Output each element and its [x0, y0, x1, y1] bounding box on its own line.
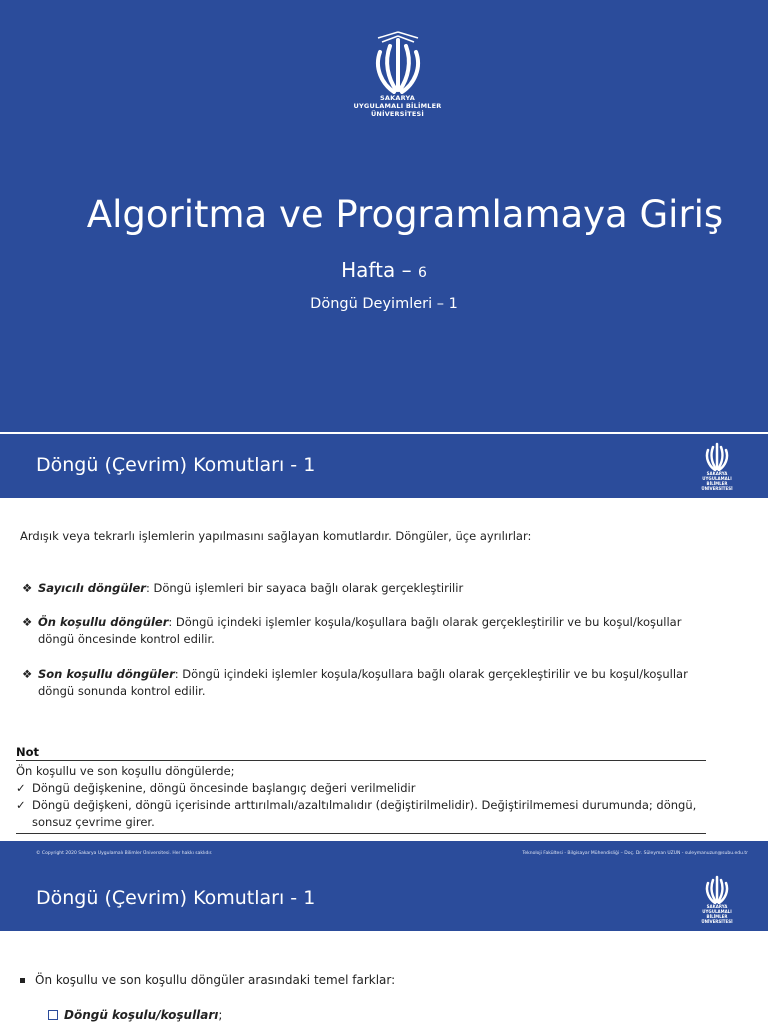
content-slide-2	[0, 867, 768, 1024]
bullet-continuation: döngü sonunda kontrol edilir.	[38, 684, 206, 698]
header-logo	[692, 439, 742, 491]
bullet-text: Ön koşullu ve son koşullu döngüler arasındaki temel farklar:	[35, 973, 396, 987]
slide-title: Döngü (Çevrim) Komutları - 1	[36, 454, 316, 476]
logo-line-1: SAKARYA	[380, 94, 415, 102]
bullet-term: Son koşullu döngüler	[38, 667, 175, 681]
week-number: 6	[417, 265, 427, 281]
presentation-subtitle: Döngü Deyimleri – 1	[310, 296, 458, 312]
note-item-text: Döngü değişkeni, döngü içerisinde arttırılmalı/azaltılmalıdır (değiştirilmelidir). Değiştirilmemesi durumunda; döngü,	[32, 798, 697, 812]
bullet-continuation: döngü öncesinde kontrol edilir.	[38, 632, 215, 646]
tulip-logo-icon	[702, 872, 732, 904]
diamond-bullet-icon: ❖	[22, 581, 33, 595]
slide-title: Döngü (Çevrim) Komutları - 1	[36, 887, 316, 909]
bullet-term: Ön koşullu döngüler	[38, 615, 169, 629]
week-text: Hafta –	[341, 258, 412, 282]
intro-text: Ardışık veya tekrarlı işlemlerin yapılmasını sağlayan komutlardır. Döngüler, üçe ayrılırlar:	[20, 529, 532, 543]
content-slide-1	[0, 434, 768, 867]
logo-line-1: SAKARYA	[706, 904, 728, 909]
copyright-text: © Copyright 2020 Sakarya Uygulamalı Bilimler Üniversitesi. Her hakkı saklıdır.	[36, 851, 213, 856]
note-divider-top	[16, 760, 706, 761]
square-bullet-icon	[20, 978, 25, 983]
bullet-term: Sayıcılı döngüler	[38, 581, 146, 595]
note-title: Not	[16, 745, 40, 759]
note-divider-bottom	[16, 833, 706, 834]
bullet-text: : Döngü içindeki işlemler koşula/koşullara bağlı olarak gerçekleştirilir ve bu koşul/koşullar	[174, 667, 688, 681]
note-item	[16, 797, 728, 831]
logo-line-2: UYGULAMALI BİLİMLER	[353, 102, 442, 110]
university-logo	[350, 30, 445, 118]
sub-item-term: Döngü koşulu/koşulları	[64, 1008, 219, 1022]
checkbox-bullet-icon	[48, 1010, 58, 1020]
title-slide	[0, 0, 768, 432]
author-text: Teknoloji Fakültesi - Bilgisayar Mühendisliği – Doç. Dr. Süleyman UZUN - suleymanuzun@subu.edu.tr	[522, 851, 748, 856]
slide-header	[0, 434, 768, 498]
list-item	[22, 666, 722, 700]
sub-list-item	[48, 1008, 222, 1022]
logo-line-3: ÜNİVERSİTESİ	[370, 110, 425, 118]
sub-item-suffix: ;	[218, 1008, 223, 1022]
slide-footer	[0, 841, 768, 867]
logo-line-3: ÜNİVERSİTESİ	[701, 919, 733, 924]
note-item-continuation: sonsuz çevrime girer.	[32, 815, 155, 829]
diamond-bullet-icon: ❖	[22, 615, 33, 629]
list-item	[22, 580, 722, 597]
presentation-title: Algoritma ve Programlamaya Giriş	[86, 193, 724, 236]
checkmark-icon: ✓	[16, 798, 26, 812]
bullet-text: : Döngü içindeki işlemler koşula/koşullara bağlı olarak gerçekleştirilir ve bu koşul/koşullar	[168, 615, 682, 629]
logo-line-1: SAKARYA	[706, 471, 728, 476]
list-item	[20, 973, 395, 987]
week-label	[0, 258, 768, 282]
bullet-text: : Döngü işlemleri bir sayaca bağlı olarak gerçekleştirilir	[145, 581, 464, 595]
diamond-bullet-icon: ❖	[22, 667, 33, 681]
slide-header	[0, 867, 768, 931]
header-logo	[692, 872, 742, 924]
logo-line-2: UYGULAMALI BİLİMLER	[702, 909, 732, 919]
note-item-text: Döngü değişkenine, döngü öncesinde başlangıç değeri verilmelidir	[32, 781, 416, 795]
tulip-logo-icon	[702, 439, 732, 471]
tulip-logo-icon	[368, 30, 428, 94]
note-item	[16, 780, 728, 797]
checkmark-icon: ✓	[16, 781, 26, 795]
list-item	[22, 614, 722, 648]
logo-line-3: ÜNİVERSİTESİ	[701, 486, 733, 491]
note-lead: Ön koşullu ve son koşullu döngülerde;	[16, 764, 235, 778]
logo-line-2: UYGULAMALI BİLİMLER	[702, 476, 732, 486]
